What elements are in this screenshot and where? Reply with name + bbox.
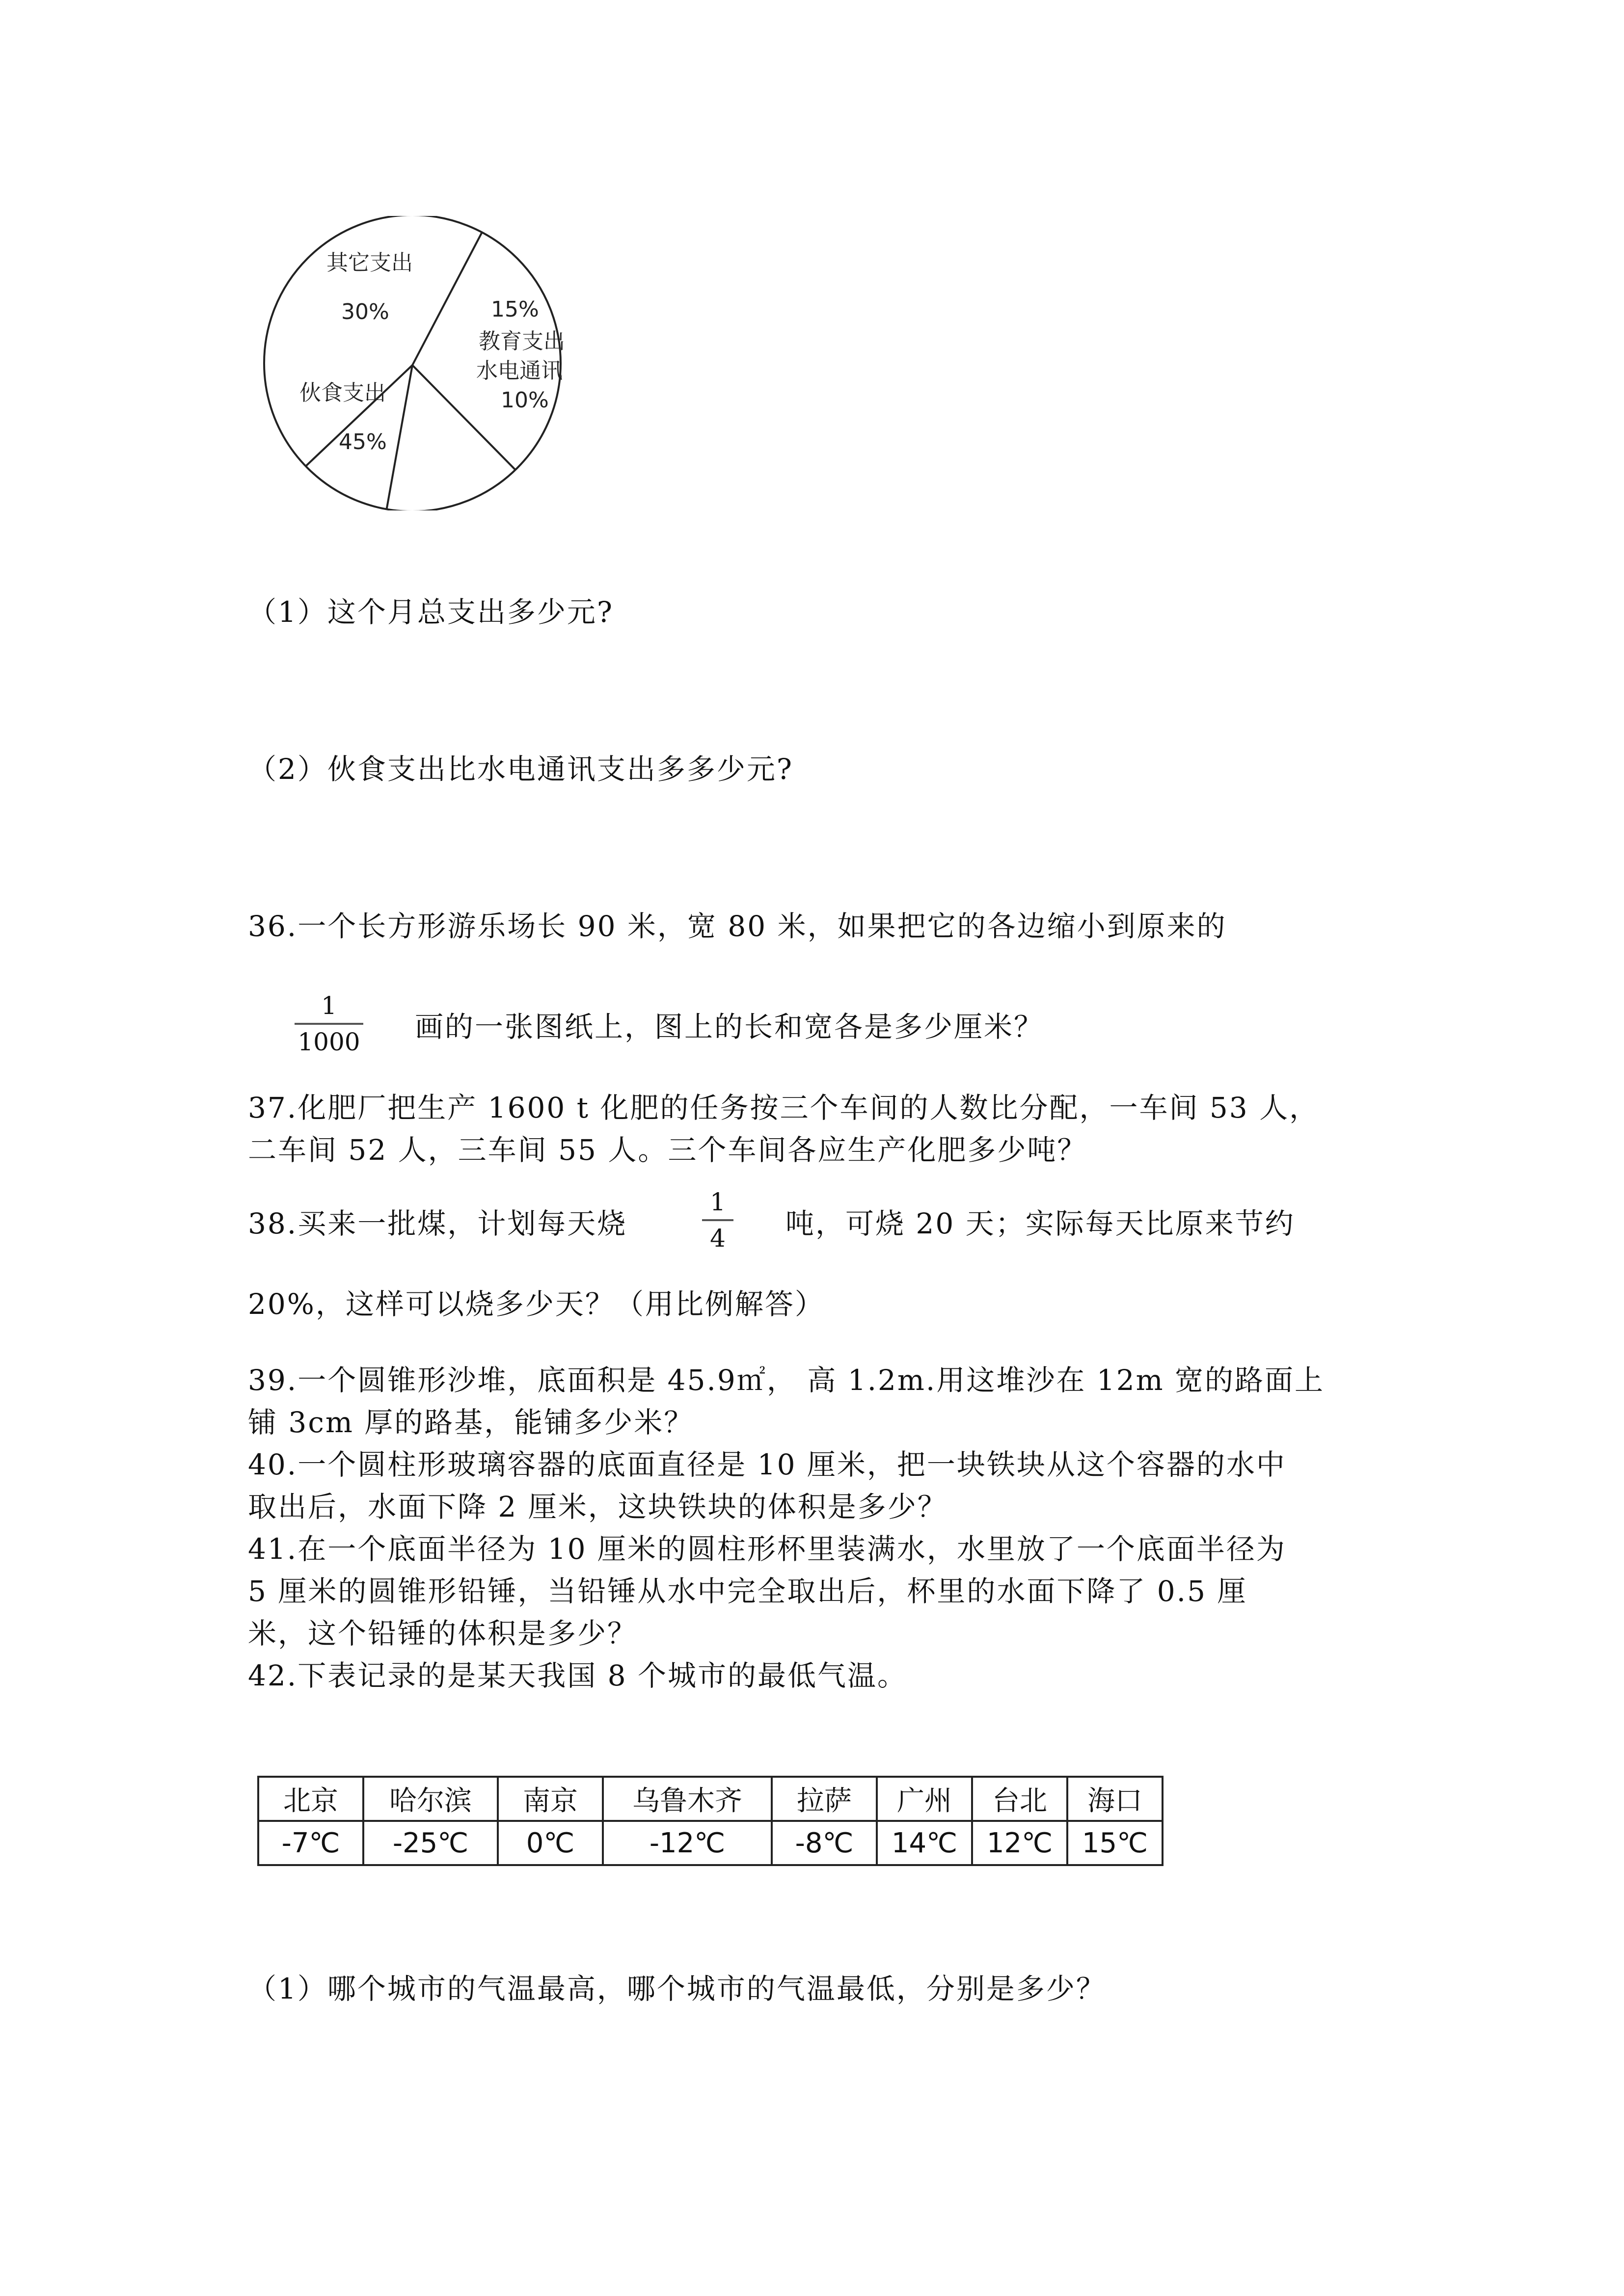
- q41-line2: 5 厘米的圆锥形铅锤，当铅锤从水中完全取出后，杯里的水面下降了 0.5 厘: [248, 1575, 1247, 1608]
- q36-fraction-numerator: 1: [321, 991, 337, 1020]
- q39-line2: 铺 3cm 厚的路基，能铺多少米？: [248, 1406, 694, 1439]
- pie-slice-label: 水电通讯: [476, 358, 563, 383]
- city-cell: 广州: [877, 1777, 972, 1821]
- q38-fraction: [702, 1188, 733, 1253]
- city-cell: 北京: [258, 1777, 363, 1821]
- q37-line1: 37.化肥厂把生产 1600 t 化肥的任务按三个车间的人数比分配，一车间 53 人，: [248, 1091, 1320, 1124]
- city-cell: 南京: [498, 1777, 603, 1821]
- temp-cell: -12℃: [603, 1821, 772, 1865]
- city-temperature-table: [257, 1776, 1164, 1866]
- q41-line3: 米，这个铅锤的体积是多少？: [248, 1617, 638, 1650]
- temp-cell: 12℃: [972, 1821, 1067, 1865]
- q42-line1: 42.下表记录的是某天我国 8 个城市的最低气温。: [248, 1659, 908, 1692]
- q36-line1: 36.一个长方形游乐场长 90 米，宽 80 米，如果把它的各边缩小到原来的: [248, 909, 1227, 943]
- table-row-temps: [258, 1821, 1163, 1865]
- pie-slice-boundary: [412, 232, 482, 365]
- pie-slice-value: 15%: [491, 297, 539, 322]
- temp-cell: -7℃: [258, 1821, 363, 1865]
- fraction-bar: [295, 1023, 363, 1025]
- table-row-cities: [258, 1777, 1163, 1821]
- pie-slice-label: 伙食支出: [299, 380, 386, 405]
- q36-fraction: [295, 991, 363, 1056]
- q38-fraction-numerator: 1: [710, 1188, 726, 1216]
- q38-fraction-denominator: 4: [710, 1224, 726, 1253]
- q37-line2: 二车间 52 人，三车间 55 人。三个车间各应生产化肥多少吨？: [248, 1133, 1087, 1167]
- city-cell: 拉萨: [772, 1777, 877, 1821]
- q35-sub2: （2）伙食支出比水电通讯支出多多少元?: [248, 752, 793, 786]
- fraction-bar: [702, 1219, 733, 1221]
- expense-pie-chart: [255, 216, 589, 510]
- temp-cell: -8℃: [772, 1821, 877, 1865]
- q42-sub1: （1）哪个城市的气温最高，哪个城市的气温最低，分别是多少？: [248, 1972, 1106, 2005]
- q41-line1: 41.在一个底面半径为 10 厘米的圆柱形杯里装满水，水里放了一个底面半径为: [248, 1532, 1286, 1566]
- temp-cell: -25℃: [363, 1821, 498, 1865]
- temp-cell: 14℃: [877, 1821, 972, 1865]
- q36-fraction-denominator: 1000: [298, 1028, 360, 1056]
- q36-line2: 画的一张图纸上，图上的长和宽各是多少厘米？: [415, 1010, 1044, 1043]
- q39-line1: 39.一个圆锥形沙堆，底面积是 45.9㎡， 高 1.2m.用这堆沙在 12m 宽的路面上: [248, 1363, 1325, 1397]
- city-cell: 海口: [1067, 1777, 1163, 1821]
- q40-line1: 40.一个圆柱形玻璃容器的底面直径是 10 厘米，把一块铁块从这个容器的水中: [248, 1448, 1286, 1481]
- city-cell: 台北: [972, 1777, 1067, 1821]
- temp-cell: 15℃: [1067, 1821, 1163, 1865]
- city-cell: 乌鲁木齐: [603, 1777, 772, 1821]
- q38-part1: 38.买来一批煤，计划每天烧: [248, 1207, 627, 1240]
- pie-slice-value: 30%: [341, 299, 389, 324]
- q35-sub1: （1）这个月总支出多少元?: [248, 595, 614, 629]
- pie-slice-label: 其它支出: [326, 250, 413, 275]
- pie-slice-value: 10%: [501, 388, 549, 413]
- temp-cell: 0℃: [498, 1821, 603, 1865]
- pie-slice-value: 45%: [339, 429, 387, 454]
- q38-part2: 吨，可烧 20 天；实际每天比原来节约: [785, 1207, 1295, 1240]
- q40-line2: 取出后，水面下降 2 厘米，这块铁块的体积是多少？: [248, 1490, 947, 1523]
- pie-slice-label: 教育支出: [479, 329, 565, 354]
- city-cell: 哈尔滨: [363, 1777, 498, 1821]
- q38-line2: 20%，这样可以烧多少天？（用比例解答）: [248, 1287, 825, 1321]
